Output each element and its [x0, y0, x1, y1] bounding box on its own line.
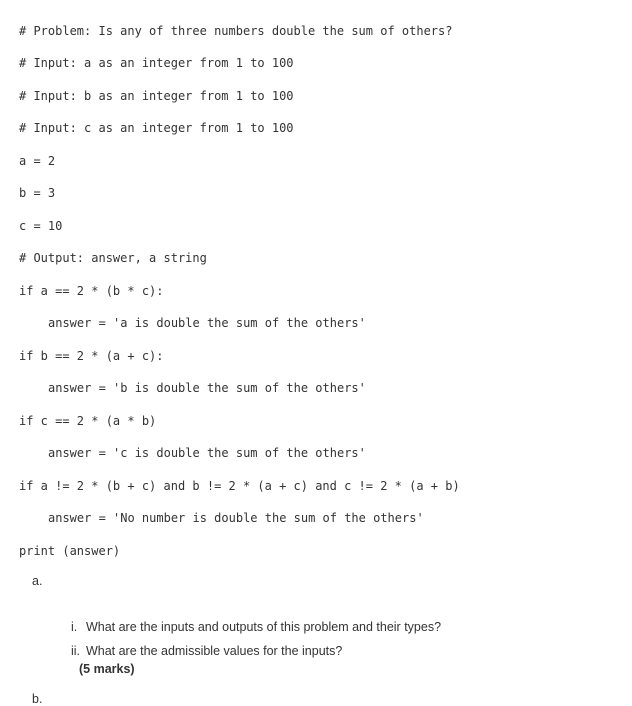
code-if-a: if a == 2 * (b * c):	[19, 284, 164, 298]
code-answer-c: answer = 'c is double the sum of the others'	[48, 446, 366, 460]
code-answer-a: answer = 'a is double the sum of the others'	[48, 316, 366, 330]
code-comment-input-b: # Input: b as an integer from 1 to 100	[19, 89, 294, 103]
question-item-ii-number: ii.	[70, 644, 80, 658]
code-if-none: if a != 2 * (b + c) and b != 2 * (a + c) and c != 2 * (a + b)	[19, 479, 460, 493]
question-item-i-text: What are the inputs and outputs of this problem and their types?	[85, 620, 442, 634]
question-item-ii-text: What are the admissible values for the inputs?	[85, 644, 343, 658]
code-comment-input-c: # Input: c as an integer from 1 to 100	[19, 121, 294, 135]
code-comment-output: # Output: answer, a string	[19, 251, 207, 265]
part-b-marker: b.	[32, 692, 43, 706]
code-comment-input-a: # Input: a as an integer from 1 to 100	[19, 56, 294, 70]
code-assign-b: b = 3	[19, 186, 56, 200]
question-item-i-number: i.	[70, 620, 78, 634]
code-if-b: if b == 2 * (a + c):	[19, 349, 164, 363]
code-answer-none: answer = 'No number is double the sum of the others'	[48, 511, 424, 525]
code-if-c: if c == 2 * (a * b)	[19, 414, 157, 428]
code-assign-a: a = 2	[19, 154, 56, 168]
code-comment-problem: # Problem: Is any of three numbers double the sum of others?	[19, 24, 453, 38]
code-answer-b: answer = 'b is double the sum of the others'	[48, 381, 366, 395]
question-item-ii	[64, 630, 342, 658]
code-assign-c: c = 10	[19, 219, 63, 233]
code-print: print (answer)	[19, 544, 121, 558]
part-a-marker: a.	[32, 574, 43, 588]
marks-label: (5 marks)	[79, 662, 135, 676]
